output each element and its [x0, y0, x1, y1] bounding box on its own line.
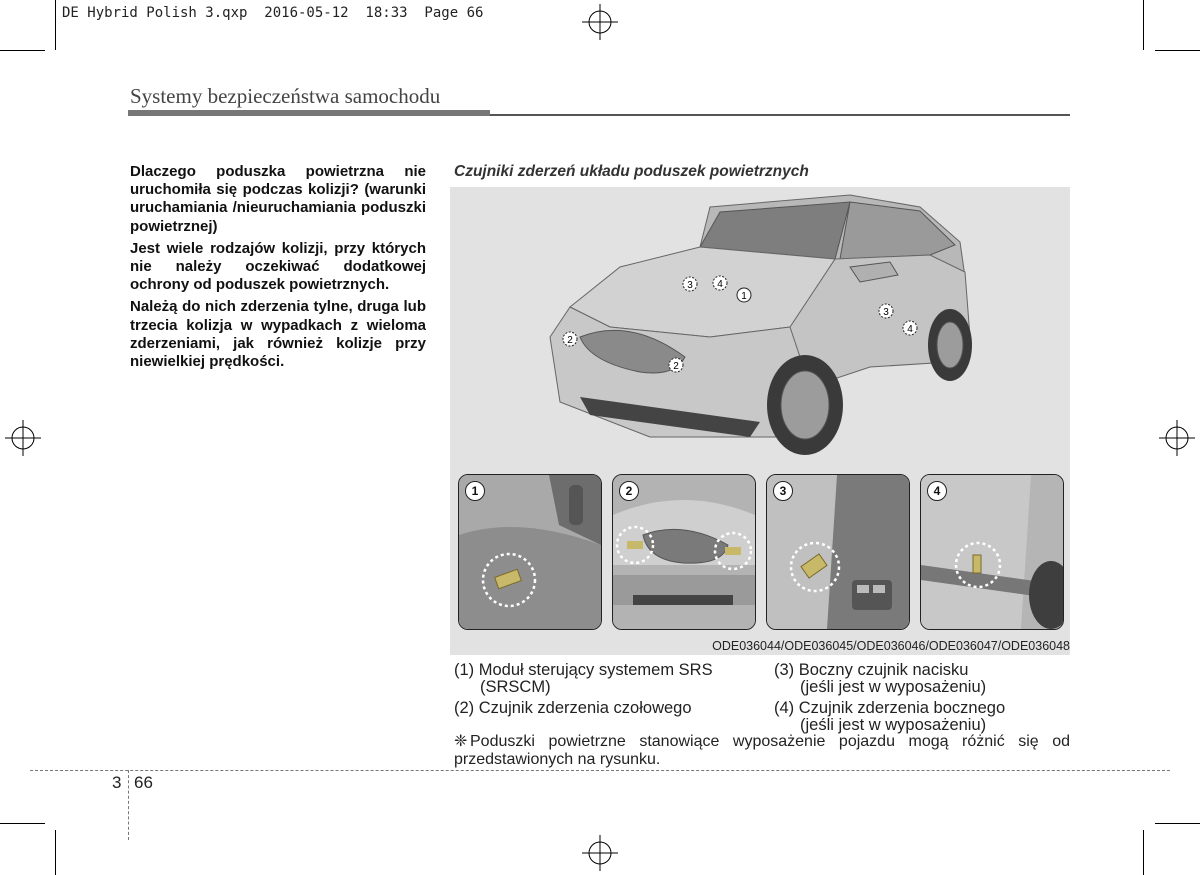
car-illustration: [450, 187, 1070, 467]
note-symbol: ❈: [454, 733, 468, 750]
thumbnail-srscm: [458, 474, 602, 630]
legend-item-3-line1: (3) Boczny czujnik nacisku: [774, 661, 969, 679]
crop-mark: [55, 0, 56, 50]
svg-text:4: 4: [717, 279, 723, 290]
chapter-number: 3: [112, 773, 122, 792]
note-text: Poduszki powietrzne stanowiące wyposażenie pojazdu mogą różnić się od przedstawionych na rysunku.: [454, 733, 1070, 768]
crop-mark: [0, 823, 45, 824]
footer-rule: [30, 770, 1170, 771]
legend-item-3-line2: (jeśli jest w wyposażeniu): [800, 678, 987, 696]
thumbnail-side-impact-sensor: [920, 474, 1064, 630]
question-subheading: (warunki uruchamiania /nieuruchamiania poduszki powietrznej): [130, 181, 426, 235]
legend-item-4: [774, 700, 1005, 734]
printer-slug: DE Hybrid Polish 3.qxp 2016-05-12 18:33 Page 66: [62, 5, 484, 21]
crop-mark: [1143, 0, 1144, 50]
page-number: 66: [134, 773, 153, 792]
figure-note: [454, 733, 1070, 769]
svg-text:4: 4: [907, 324, 913, 335]
svg-text:3: 3: [883, 307, 889, 318]
thumbnail-number: 4: [927, 481, 947, 501]
sensor-marker-4: [712, 275, 728, 296]
crop-mark: [1143, 830, 1144, 875]
crop-mark: [55, 830, 56, 875]
svg-text:2: 2: [673, 361, 679, 372]
legend-item-3: [774, 662, 986, 696]
registration-mark: [580, 2, 620, 42]
paragraph-1: Jest wiele rodzajów kolizji, przy których nie należy oczekiwać dodatkowej ochrony od poduszek powietrznych.: [130, 239, 426, 294]
paragraph-2: Należą do nich zderzenia tylne, druga lub trzecia kolizja w wypadkach z wieloma zderzeniami, jak również kolizje przy niewielkiej prędkości.: [130, 298, 426, 371]
legend-item-1-line1: (1) Moduł sterujący systemem SRS: [454, 661, 713, 679]
thumbnail-number: 3: [773, 481, 793, 501]
left-column-text: [130, 163, 426, 375]
legend-item-1-line2: (SRSCM): [480, 678, 551, 696]
question-heading: Dlaczego poduszka powietrzna nie uruchomiła się podczas kolizji?: [130, 163, 426, 199]
section-title: Systemy bezpieczeństwa samochodu: [130, 84, 441, 108]
registration-mark: [1157, 418, 1197, 458]
thumbnail-number: 2: [619, 481, 639, 501]
sensor-marker-1: [736, 287, 752, 308]
image-codes: ODE036044/ODE036045/ODE036046/ODE036047/ODE036048: [712, 639, 1070, 653]
sensor-marker-3: [682, 276, 698, 297]
crop-mark: [1155, 50, 1200, 51]
legend-item-4-line1: (4) Czujnik zderzenia bocznego: [774, 699, 1006, 717]
sensor-marker-2-left: [562, 331, 578, 352]
figure-caption: Czujniki zderzeń układu poduszek powietrznych: [454, 163, 809, 180]
sensor-marker-4-side: [902, 320, 918, 341]
sensor-marker-2-right: [668, 357, 684, 378]
svg-text:1: 1: [741, 291, 747, 302]
footer-divider: [128, 770, 129, 840]
legend-item-4-line2: (jeśli jest w wyposażeniu): [800, 716, 987, 734]
legend-item-2: (2) Czujnik zderzenia czołowego: [454, 699, 692, 717]
legend-item-1: [454, 662, 713, 696]
svg-text:3: 3: [687, 280, 693, 291]
question-text: [130, 163, 426, 236]
registration-mark: [580, 833, 620, 873]
registration-mark: [3, 418, 43, 458]
svg-text:2: 2: [567, 335, 573, 346]
sensor-marker-3-side: [878, 303, 894, 324]
thumbnail-side-pressure-sensor: [766, 474, 910, 630]
crop-mark: [0, 50, 45, 51]
thumbnail-front-sensor: [612, 474, 756, 630]
crop-mark: [1155, 823, 1200, 824]
header-rule-accent: [128, 110, 490, 116]
thumbnail-number: 1: [465, 481, 485, 501]
